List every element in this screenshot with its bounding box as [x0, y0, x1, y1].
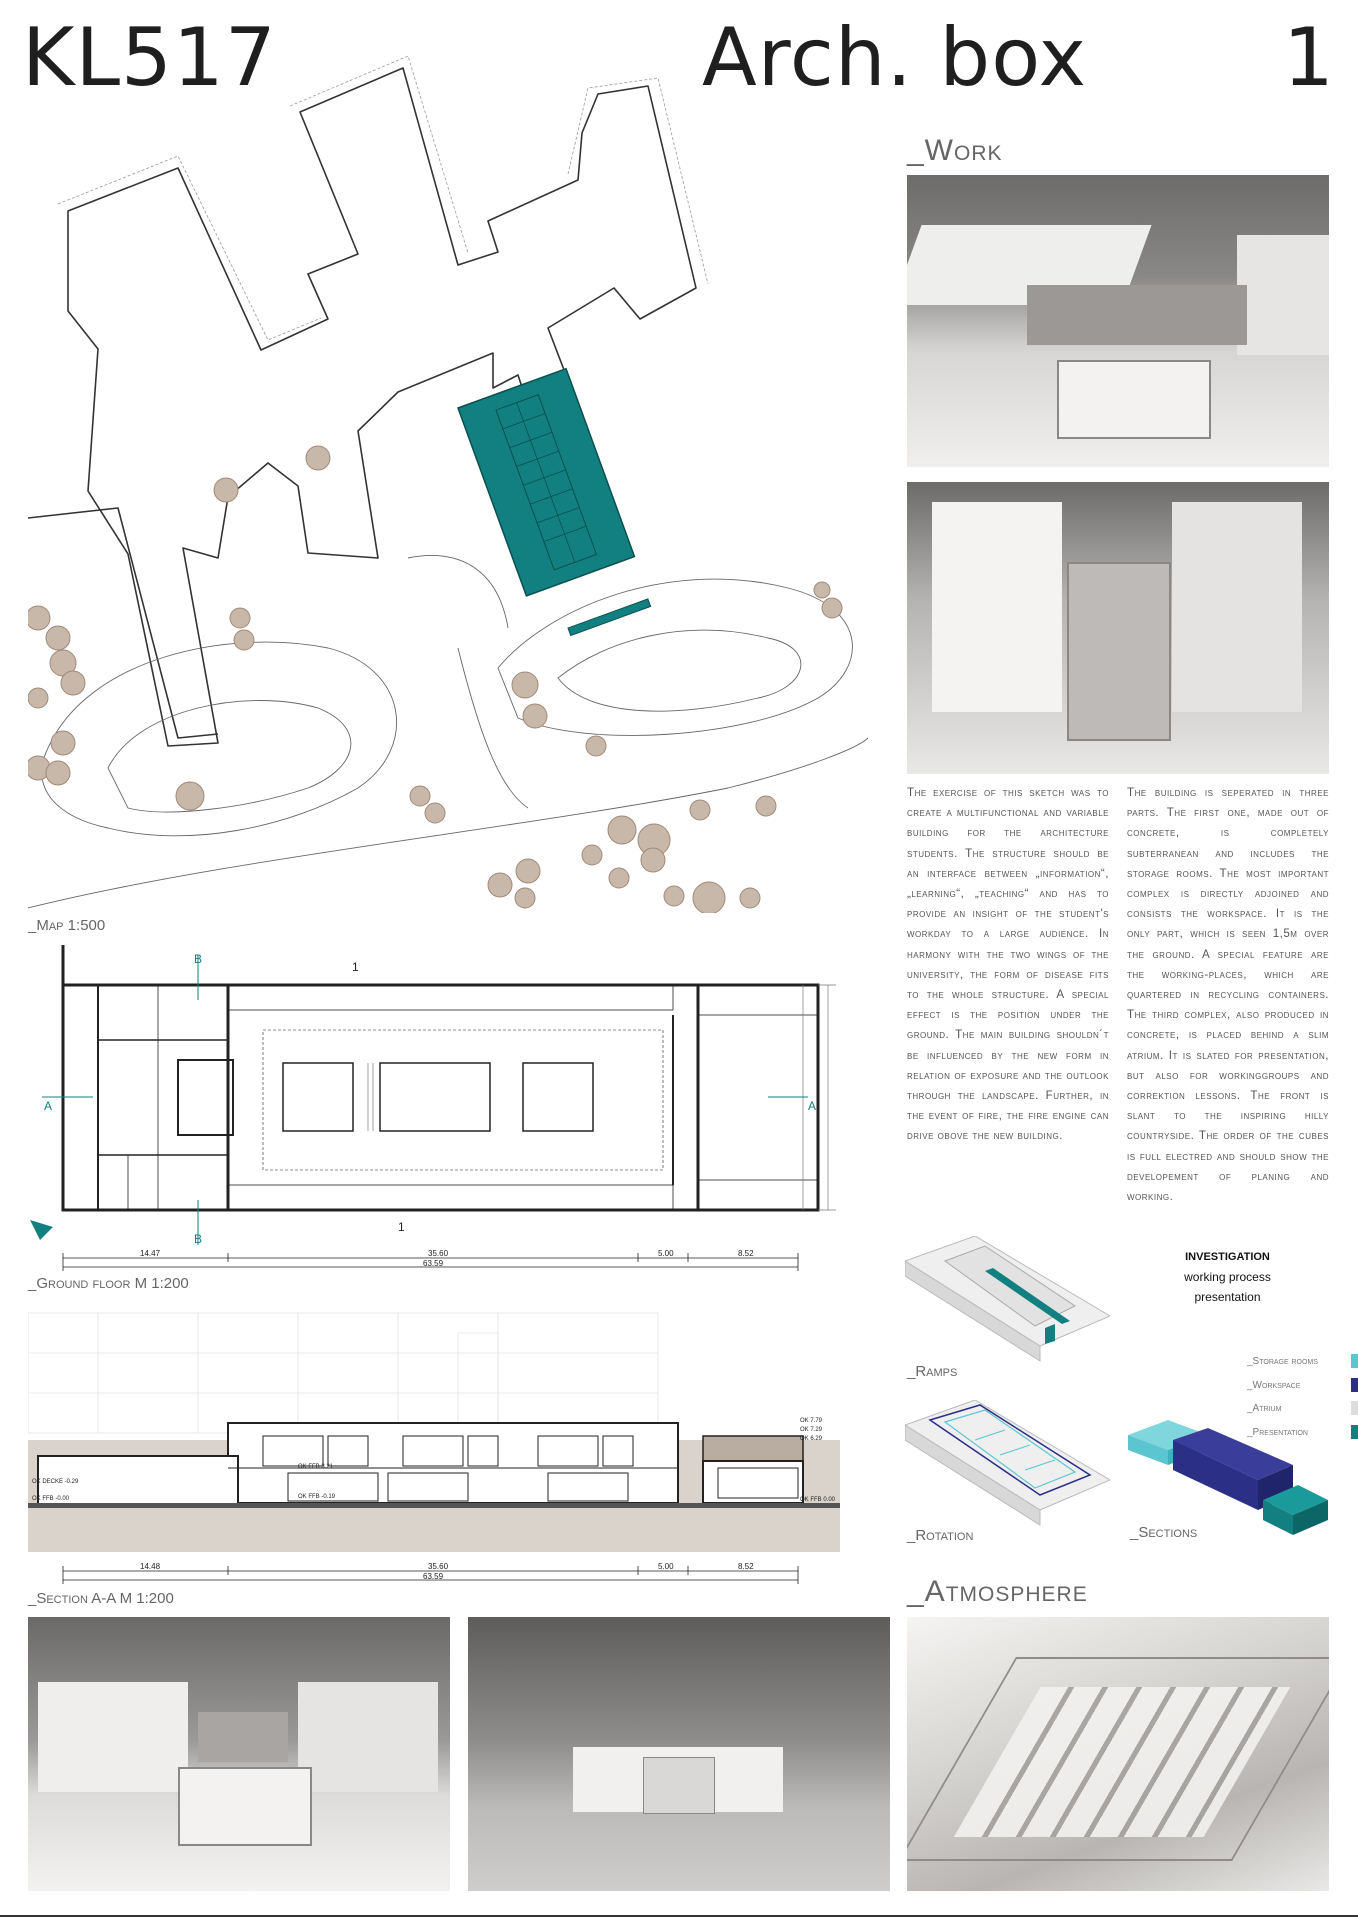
- section-level-4: OK FFB 0.00: [800, 1497, 836, 1503]
- section-drawing: [28, 1308, 848, 1593]
- atmosphere-heading: _Atmosphere: [907, 1575, 1088, 1608]
- plan-dim-4: 8.52: [738, 1249, 754, 1258]
- plan-dim-2: 35.60: [428, 1249, 449, 1258]
- rotation-label: _Rotation: [907, 1527, 974, 1544]
- section-dim-2: 35.60: [428, 1562, 449, 1571]
- map-caption: _Map 1:500: [28, 917, 106, 934]
- plan-dim-1: 14.47: [140, 1249, 161, 1258]
- project-title: Arch. box: [702, 11, 1088, 104]
- work-heading: _Work: [907, 134, 1003, 167]
- section-level-8: OK FFB -0.00: [32, 1496, 70, 1502]
- plan-number-bottom: 1: [398, 1220, 405, 1234]
- rotation-diagram: [905, 1400, 1110, 1530]
- section-b-top: B: [194, 952, 203, 966]
- ramps-diagram: [905, 1236, 1110, 1366]
- ramps-label: _Ramps: [907, 1363, 958, 1380]
- section-level-1: OK 7.79: [800, 1418, 823, 1424]
- description-left: The exercise of this sketch was to create a multifunctional and variable building for the architecture students. The structure should be an interface between „information“, „learning“, „teaching“ and has to provide an insight of the student's workday to a large audience. In harmony with the two wings of the university, the form of disease fits to the whole structure. A special effect is the position under the ground. The main building shouldn´t be influenced by the new form in relation of exposure and the outlook through the landscape. Further, in the event of fire, the fire engine can drive obove the new building.: [907, 786, 1109, 1143]
- model-photo-2: [907, 482, 1329, 774]
- legend-workspace: [1247, 1378, 1358, 1392]
- description-right: The building is seperated in three parts. The first one, made out of concrete, is completely subterranean and includes the storage rooms. The most important complex is directly adjoined and consists the workspace. It is the only part, which is seen 1,5m over the ground. A special feature are the working-places, which are quartered in recycling containers. The third complex, also produced in concrete, is placed behind a slim atrium. It is slated for presentation, but also for workinggroups and correktion lessons. The front is slant to the inspiring hilly countryside. The order of the cubes is full electred and should show the developement of planing and working.: [1127, 786, 1329, 1204]
- section-dim-4: 8.52: [738, 1562, 754, 1571]
- atmosphere-photo: [907, 1617, 1329, 1891]
- sheet-number: 1: [1283, 11, 1335, 104]
- section-level-5: OK FFB 3.21: [298, 1464, 334, 1470]
- legend-presentation-swatch: [1351, 1425, 1358, 1439]
- model-photo-1: [907, 175, 1329, 467]
- plan-dim-3: 5.00: [658, 1249, 674, 1258]
- model-photo-4: [468, 1617, 890, 1891]
- section-dim-3: 5.00: [658, 1562, 674, 1571]
- legend-storage-swatch: [1351, 1354, 1358, 1368]
- legend-workspace-swatch: [1351, 1378, 1358, 1392]
- legend-atrium-swatch: [1351, 1401, 1358, 1415]
- page-bottom-border: [0, 1915, 1358, 1917]
- investigation-line-1: working process: [1184, 1270, 1271, 1284]
- investigation-block: [1140, 1247, 1315, 1307]
- section-b-bottom: B: [194, 1232, 203, 1246]
- site-map: [28, 28, 868, 913]
- section-level-7: OK DECKE -0.29: [32, 1479, 79, 1485]
- investigation-title: INVESTIGATION: [1185, 1251, 1270, 1263]
- legend-storage: [1247, 1354, 1358, 1368]
- legend-presentation-label: _Presentation: [1247, 1426, 1308, 1438]
- section-level-2: OK 7.29: [800, 1427, 823, 1433]
- model-photo-3: [28, 1617, 450, 1891]
- legend-storage-label: _Storage rooms: [1247, 1355, 1318, 1367]
- project-code: KL517: [22, 11, 277, 104]
- ground-floor-caption: _Ground floor M 1:200: [28, 1275, 189, 1292]
- section-dim-total: 63.59: [423, 1572, 444, 1581]
- section-a-right: A: [808, 1099, 817, 1113]
- plan-number-top: 1: [352, 960, 359, 974]
- section-caption: _Section A-A M 1:200: [28, 1590, 174, 1607]
- section-dim-1: 14.48: [140, 1562, 161, 1571]
- sections-label: _Sections: [1130, 1524, 1198, 1541]
- investigation-line-2: presentation: [1194, 1290, 1261, 1304]
- sections-diagram: [1128, 1410, 1333, 1540]
- legend-workspace-label: _Workspace: [1247, 1379, 1301, 1391]
- section-a-left: A: [44, 1099, 53, 1113]
- section-level-3: OK 6.29: [800, 1436, 823, 1442]
- plan-dim-total: 63.59: [423, 1259, 444, 1268]
- legend-atrium-label: _Atrium: [1247, 1402, 1282, 1414]
- section-level-6: OK FFB -0.19: [298, 1494, 336, 1500]
- ground-floor-plan: [28, 945, 848, 1275]
